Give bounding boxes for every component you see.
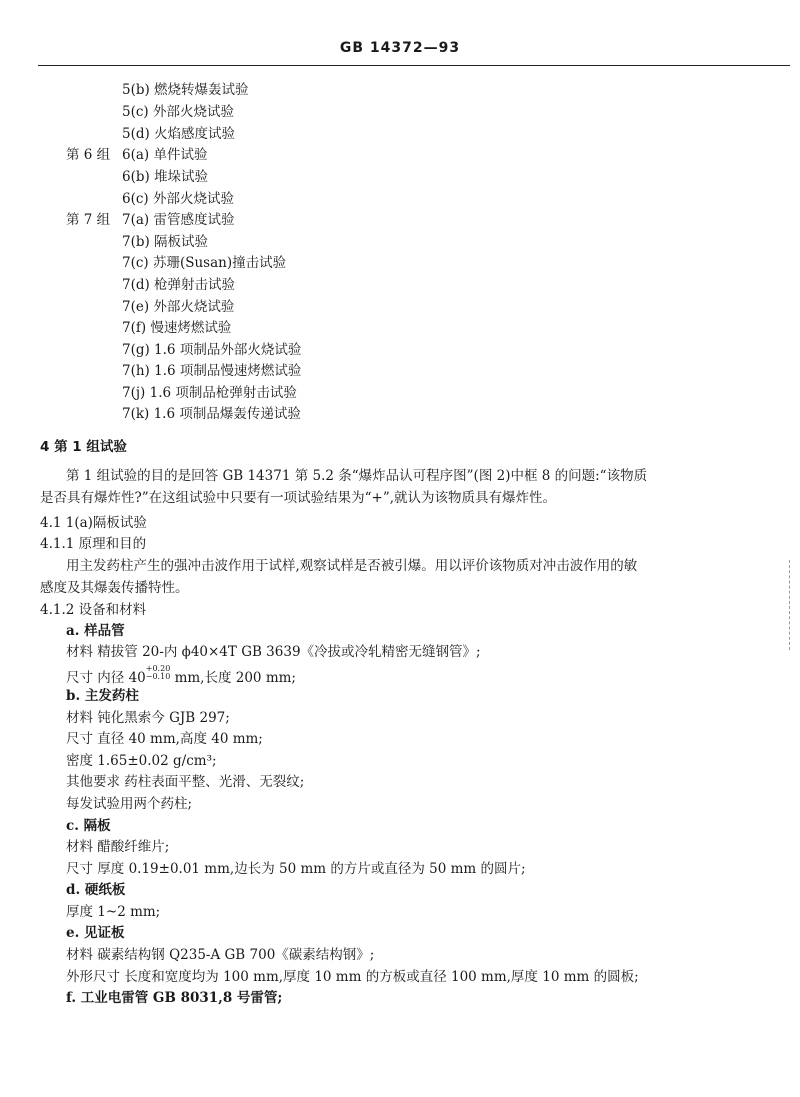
subsection-heading: 4.1.2 设备和材料 bbox=[40, 602, 147, 618]
paragraph-line: 用主发药柱产生的强冲击波作用于试样,观察试样是否被引爆。用以评价该物质对冲击波作用的敏 bbox=[66, 558, 638, 574]
list-item: 7(f) 慢速烤燃试验 bbox=[122, 320, 232, 336]
spec-line: 材料 钝化黑索今 GJB 297; bbox=[66, 710, 230, 726]
item-label: f. 工业电雷管 GB 8031,8 号雷管; bbox=[66, 990, 283, 1006]
list-item: 7(k) 1.6 项制品爆轰传递试验 bbox=[122, 406, 301, 422]
page-header: GB 14372—93 bbox=[339, 40, 461, 56]
list-item: 7(h) 1.6 项制品慢速烤燃试验 bbox=[122, 363, 302, 379]
size-text: 尺寸 内径 40 bbox=[66, 670, 146, 686]
item-label: a. 样品管 bbox=[66, 623, 125, 639]
subsection-heading: 4.1 1(a)隔板试验 bbox=[40, 515, 147, 531]
spec-line: 每发试验用两个药柱; bbox=[66, 796, 193, 812]
item-label: e. 见证板 bbox=[66, 925, 125, 941]
scan-edge-mark bbox=[789, 560, 794, 650]
subsection-heading: 4.1.1 原理和目的 bbox=[40, 536, 147, 552]
list-item: 7(d) 枪弹射击试验 bbox=[122, 277, 236, 293]
spec-line: 材料 醋酸纤维片; bbox=[66, 839, 170, 855]
list-item: 7(c) 苏珊(Susan)撞击试验 bbox=[122, 255, 287, 271]
paragraph-line: 是否具有爆炸性?”在这组试验中只要有一项试验结果为“+”,就认为该物质具有爆炸性。 bbox=[40, 490, 557, 506]
list-item: 5(d) 火焰感度试验 bbox=[122, 126, 236, 142]
tolerance-lower: −0.10 bbox=[145, 672, 171, 681]
list-item: 5(b) 燃烧转爆轰试验 bbox=[122, 82, 249, 98]
spec-line: 材料 精拔管 20-内 ϕ40×4T GB 3639《冷拔或冷轧精密无缝钢管》; bbox=[66, 644, 481, 660]
size-text: mm,长度 200 mm; bbox=[170, 670, 296, 686]
list-item: 6(c) 外部火烧试验 bbox=[122, 191, 234, 207]
list-item: 7(b) 隔板试验 bbox=[122, 234, 209, 250]
spec-line: 尺寸 直径 40 mm,高度 40 mm; bbox=[66, 731, 263, 747]
paragraph-line: 感度及其爆轰传播特性。 bbox=[40, 580, 189, 596]
list-item: 7(g) 1.6 项制品外部火烧试验 bbox=[122, 342, 302, 358]
spec-line: 尺寸 厚度 0.19±0.01 mm,边长为 50 mm 的方片或直径为 50 mm 的圆片; bbox=[66, 861, 526, 877]
spec-line bbox=[66, 665, 296, 687]
tolerance bbox=[146, 665, 171, 681]
paragraph-line: 第 1 组试验的目的是回答 GB 14371 第 5.2 条“爆炸品认可程序图”(图 2)中框 8 的问题:“该物质 bbox=[66, 468, 648, 484]
list-item: 7(a) 雷管感度试验 bbox=[122, 212, 235, 228]
item-label: c. 隔板 bbox=[66, 818, 111, 834]
spec-line: 材料 碳素结构钢 Q235-A GB 700《碳素结构钢》; bbox=[66, 947, 375, 963]
list-item: 7(j) 1.6 项制品枪弹射击试验 bbox=[122, 385, 297, 401]
section-heading: 4 第 1 组试验 bbox=[40, 439, 127, 455]
list-item: 6(b) 堆垛试验 bbox=[122, 169, 209, 185]
group-label: 第 7 组 bbox=[66, 212, 111, 228]
tolerance-upper: +0.20 bbox=[145, 664, 171, 673]
list-item: 5(c) 外部火烧试验 bbox=[122, 104, 234, 120]
header-rule bbox=[38, 65, 790, 66]
spec-line: 厚度 1~2 mm; bbox=[66, 904, 161, 920]
spec-line: 其他要求 药柱表面平整、光滑、无裂纹; bbox=[66, 774, 305, 790]
item-label: b. 主发药柱 bbox=[66, 688, 139, 704]
list-item: 7(e) 外部火烧试验 bbox=[122, 299, 235, 315]
list-item: 6(a) 单件试验 bbox=[122, 147, 208, 163]
spec-line: 密度 1.65±0.02 g/cm³; bbox=[66, 753, 217, 769]
item-label: d. 硬纸板 bbox=[66, 882, 126, 898]
group-label: 第 6 组 bbox=[66, 147, 111, 163]
spec-line: 外形尺寸 长度和宽度均为 100 mm,厚度 10 mm 的方板或直径 100 mm,厚度 10 mm 的圆板; bbox=[66, 969, 639, 985]
